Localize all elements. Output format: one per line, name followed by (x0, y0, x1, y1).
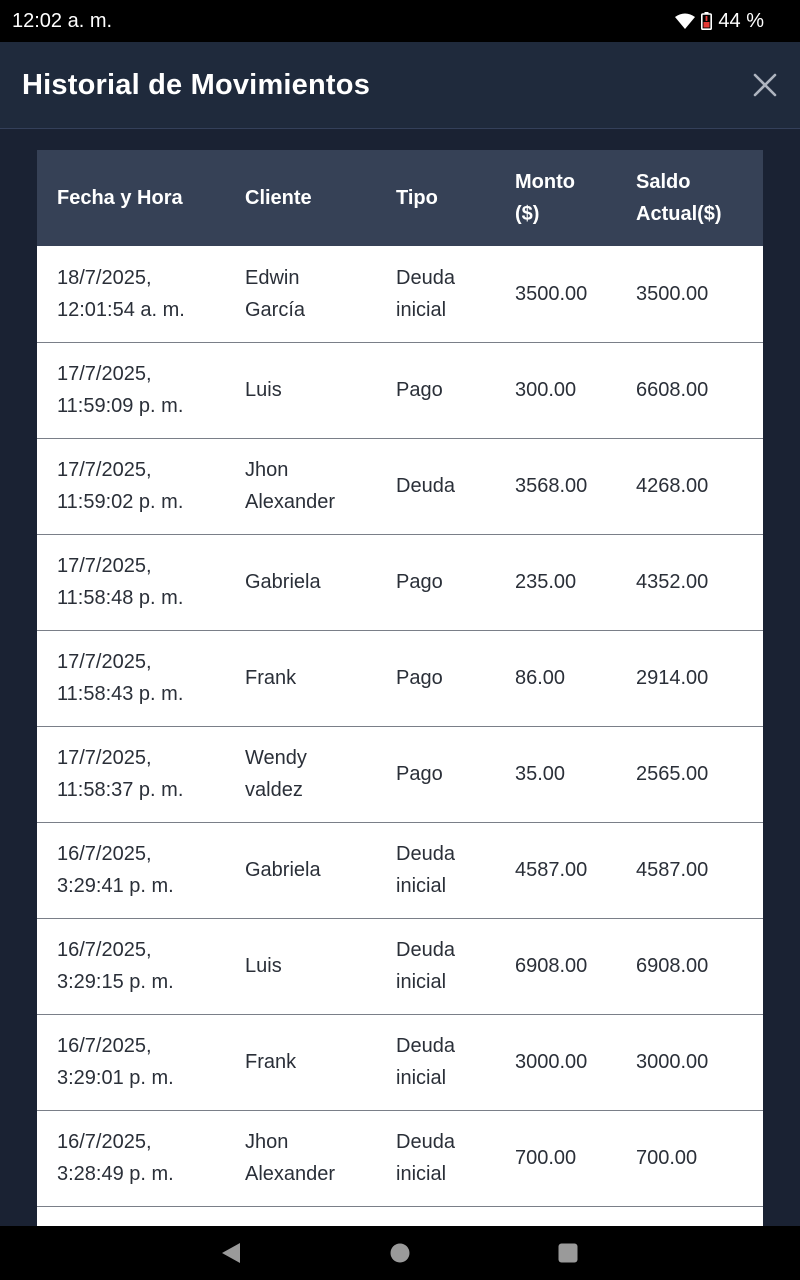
cell-fecha (37, 822, 245, 918)
cell-tipo (396, 438, 515, 534)
column-header-cliente: Cliente (245, 187, 312, 209)
back-button[interactable] (219, 1241, 243, 1265)
table-row[interactable] (37, 822, 763, 918)
table-header-row (37, 150, 763, 246)
history-table (37, 150, 763, 1226)
cell-cliente (245, 822, 396, 918)
cell-cliente-text: García (245, 298, 306, 321)
cell-saldo-text: 4587.00 (636, 859, 709, 881)
cell-saldo-text: 6608.00 (636, 379, 709, 401)
cell-cliente-text: Gabriela (245, 859, 321, 881)
cell-fecha (37, 534, 245, 630)
table-row[interactable] (37, 918, 763, 1014)
cell-monto (515, 1110, 636, 1206)
cell-monto-text: 300.00 (515, 379, 577, 401)
cell-fecha-text: 3:29:41 p. m. (57, 875, 174, 897)
table-row[interactable] (37, 246, 763, 342)
cell-fecha-text: 17/7/2025, (57, 555, 152, 577)
cell-tipo (396, 1206, 515, 1226)
cell-monto-text: 235.00 (515, 571, 577, 593)
cell-fecha-text: 16/7/2025, (57, 843, 152, 865)
dialog-header (0, 42, 800, 129)
cell-saldo-text: 4268.00 (636, 475, 709, 497)
cell-monto-text: 35.00 (515, 763, 566, 785)
cell-cliente-text: Gabriela (245, 571, 321, 593)
cell-tipo-text: Deuda (396, 475, 455, 497)
cell-fecha-text: 17/7/2025, (57, 363, 152, 385)
cell-tipo-text: Pago (396, 667, 443, 689)
cell-cliente (245, 726, 396, 822)
cell-tipo-text: Deuda (396, 843, 455, 865)
home-icon (389, 1242, 411, 1264)
table-row[interactable] (37, 726, 763, 822)
cell-monto (515, 918, 636, 1014)
cell-cliente-text: Edwin (245, 266, 300, 289)
cell-fecha-text: 11:59:09 p. m. (57, 395, 184, 417)
cell-saldo (636, 822, 763, 918)
cell-tipo-text: inicial (396, 1163, 447, 1185)
cell-fecha-text: 11:58:43 p. m. (57, 683, 184, 705)
cell-monto-text: 4587.00 (515, 859, 588, 881)
cell-tipo-text: inicial (396, 298, 447, 321)
cell-cliente-text: Alexander (245, 1163, 336, 1185)
cell-cliente (245, 1014, 396, 1110)
cell-tipo (396, 630, 515, 726)
cell-fecha-text: 11:58:48 p. m. (57, 587, 184, 609)
status-bar (0, 0, 800, 42)
cell-fecha-text: 3:29:01 p. m. (57, 1067, 174, 1089)
system-nav-bar (0, 1226, 800, 1280)
cell-tipo (396, 342, 515, 438)
cell-saldo (636, 918, 763, 1014)
cell-tipo (396, 246, 515, 342)
cell-tipo-text: Deuda (396, 1035, 455, 1057)
cell-tipo-text: Pago (396, 379, 443, 401)
cell-saldo-text: 4352.00 (636, 571, 709, 593)
status-indicators (675, 10, 788, 33)
cell-saldo (636, 1014, 763, 1110)
cell-saldo-text: 6908.00 (636, 955, 709, 977)
cell-tipo (396, 1110, 515, 1206)
cell-monto (515, 246, 636, 342)
cell-fecha-text: 17/7/2025, (57, 459, 152, 481)
cell-saldo (636, 246, 763, 342)
cell-fecha-text: 17/7/2025, (57, 747, 152, 769)
cell-saldo (636, 438, 763, 534)
column-header-tipo: Tipo (396, 187, 438, 209)
cell-cliente-text: Alexander (245, 491, 336, 513)
column-header-monto: Monto ($) (515, 171, 575, 225)
recents-button[interactable] (556, 1241, 580, 1265)
cell-monto (515, 726, 636, 822)
cell-monto (515, 438, 636, 534)
cell-monto (515, 630, 636, 726)
cell-fecha-text: 18/7/2025, (57, 266, 152, 289)
cell-cliente-text: Frank (245, 667, 297, 689)
cell-cliente-text: Jhon (245, 1131, 289, 1153)
cell-cliente-text: valdez (245, 779, 303, 801)
cell-cliente-text: Jhon (245, 459, 289, 481)
cell-saldo (636, 1110, 763, 1206)
cell-tipo-text: Pago (396, 763, 443, 785)
cell-tipo (396, 534, 515, 630)
cell-monto-text: 86.00 (515, 667, 566, 689)
cell-fecha (37, 1206, 245, 1226)
cell-tipo-text: Deuda (396, 939, 455, 961)
cell-tipo-text: Deuda (396, 266, 455, 289)
battery-icon (701, 12, 712, 30)
cell-saldo-text: 2914.00 (636, 667, 709, 689)
cell-saldo-text: 700.00 (636, 1147, 698, 1169)
cell-monto-text: 3568.00 (515, 475, 588, 497)
cell-monto-text: 6908.00 (515, 955, 588, 977)
cell-fecha (37, 1110, 245, 1206)
cell-fecha (37, 630, 245, 726)
cell-tipo (396, 918, 515, 1014)
cell-cliente (245, 1110, 396, 1206)
cell-saldo-text: 3000.00 (636, 1051, 709, 1073)
cell-fecha (37, 918, 245, 1014)
cell-fecha-text: 17/7/2025, (57, 651, 152, 673)
cell-tipo-text: inicial (396, 875, 447, 897)
table-row[interactable] (37, 1110, 763, 1206)
history-content[interactable] (0, 129, 800, 1226)
cell-saldo (636, 534, 763, 630)
wifi-icon (675, 13, 695, 29)
cell-saldo (636, 1206, 763, 1226)
battery-level: 44 % (718, 9, 764, 32)
table-row[interactable] (37, 630, 763, 726)
cell-fecha (37, 438, 245, 534)
cell-tipo-text: Pago (396, 571, 443, 593)
cell-cliente (245, 342, 396, 438)
table-row[interactable] (37, 342, 763, 438)
page-title: Historial de Movimientos (22, 68, 371, 101)
cell-monto (515, 822, 636, 918)
cell-fecha-text: 3:29:15 p. m. (57, 971, 174, 993)
cell-cliente (245, 1206, 396, 1226)
cell-monto (515, 534, 636, 630)
column-header-saldo: Saldo Actual($) (636, 171, 722, 225)
table-body (37, 246, 763, 1226)
cell-fecha-text: 16/7/2025, (57, 1131, 152, 1153)
cell-fecha-text: 12:01:54 a. m. (57, 298, 185, 321)
cell-fecha (37, 246, 245, 342)
cell-tipo-text: Deuda (396, 1131, 455, 1153)
cell-cliente-text: Luis (245, 955, 282, 977)
cell-cliente (245, 438, 396, 534)
cell-tipo (396, 1014, 515, 1110)
back-icon (220, 1242, 242, 1264)
cell-monto-text: 3500.00 (515, 282, 588, 305)
cell-fecha-text: 16/7/2025, (57, 939, 152, 961)
cell-cliente-text: Wendy (245, 747, 307, 769)
cell-fecha (37, 726, 245, 822)
history-table-wrapper (37, 150, 763, 1226)
cell-monto-text: 3000.00 (515, 1051, 588, 1073)
close-icon (753, 73, 777, 97)
cell-cliente (245, 246, 396, 342)
cell-monto-text: 700.00 (515, 1147, 577, 1169)
table-row[interactable] (37, 534, 763, 630)
cell-tipo-text: inicial (396, 971, 447, 993)
cell-saldo-text: 2565.00 (636, 763, 709, 785)
cell-monto (515, 1014, 636, 1110)
recents-icon (557, 1242, 579, 1264)
cell-cliente (245, 534, 396, 630)
cell-cliente-text: Frank (245, 1051, 297, 1073)
cell-cliente (245, 630, 396, 726)
cell-tipo (396, 822, 515, 918)
cell-saldo-text: 3500.00 (636, 282, 709, 305)
cell-monto (515, 342, 636, 438)
column-header-fecha: Fecha y Hora (57, 187, 183, 209)
home-button[interactable] (388, 1241, 412, 1265)
close-button[interactable] (750, 70, 780, 100)
cell-cliente-text: Luis (245, 379, 282, 401)
table-row[interactable] (37, 438, 763, 534)
cell-fecha (37, 342, 245, 438)
cell-monto (515, 1206, 636, 1226)
cell-fecha-text: 11:58:37 p. m. (57, 779, 184, 801)
table-row[interactable] (37, 1014, 763, 1110)
cell-fecha-text: 11:59:02 p. m. (57, 491, 184, 513)
status-time: 12:02 a. m. (12, 9, 113, 32)
cell-saldo (636, 630, 763, 726)
cell-tipo (396, 726, 515, 822)
cell-fecha-text: 3:28:49 p. m. (57, 1163, 174, 1185)
table-row[interactable] (37, 1206, 763, 1226)
cell-fecha (37, 1014, 245, 1110)
cell-fecha-text: 16/7/2025, (57, 1035, 152, 1057)
cell-saldo (636, 726, 763, 822)
cell-saldo (636, 342, 763, 438)
cell-tipo-text: inicial (396, 1067, 447, 1089)
cell-cliente (245, 918, 396, 1014)
